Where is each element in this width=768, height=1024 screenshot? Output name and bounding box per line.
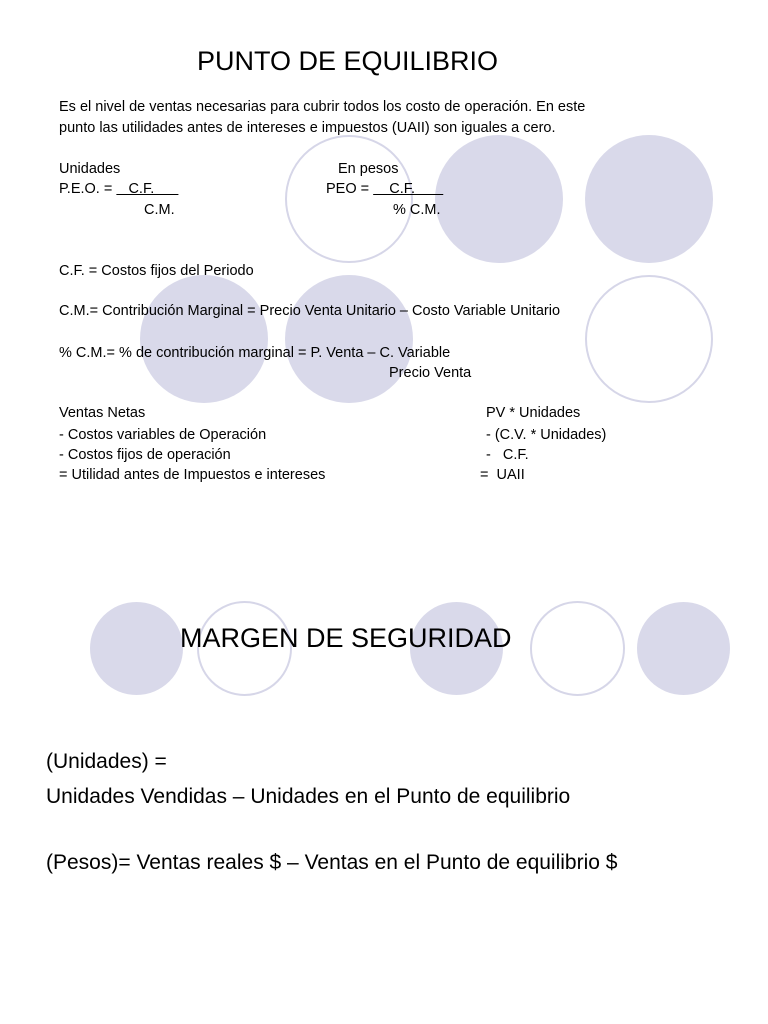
units-margin-line-1: (Unidades) =: [46, 750, 167, 773]
income-left-line: - Costos variables de Operación: [59, 427, 267, 443]
decorative-ring-circle: [285, 135, 413, 263]
income-left-line: Ventas Netas: [59, 405, 146, 421]
pesos-formula-lhs: PEO =: [326, 181, 374, 197]
units-formula-denominator: C.M.: [144, 202, 175, 218]
pesos-formula: [326, 180, 443, 198]
definition-cf: C.F. = Costos fijos del Periodo: [59, 263, 254, 279]
page-title: PUNTO DE EQUILIBRIO: [197, 46, 499, 76]
units-formula: [59, 180, 178, 198]
decorative-ring-circle: [530, 601, 625, 696]
pesos-formula-denominator: % C.M.: [393, 202, 441, 218]
income-right-line: PV * Unidades: [486, 405, 581, 421]
pesos-heading: En pesos: [338, 161, 399, 177]
definition-pct-cm-denominator: Precio Venta: [389, 365, 472, 381]
units-formula-lhs: P.E.O. =: [59, 181, 117, 197]
definition-pct-cm: % C.M.= % de contribución marginal = P. Venta – C. Variable: [59, 345, 451, 361]
intro-line-2: punto las utilidades antes de intereses e impuestos (UAII) son iguales a cero.: [59, 120, 556, 136]
income-left-line: - Costos fijos de operación: [59, 447, 231, 463]
decorative-filled-circle: [585, 135, 713, 263]
decorative-filled-circle: [90, 602, 183, 695]
decorative-ring-circle: [585, 275, 713, 403]
decorative-filled-circle: [435, 135, 563, 263]
pesos-formula-numerator: C.F.: [373, 181, 444, 197]
income-right-line: = UAII: [480, 467, 525, 483]
decorative-filled-circle: [637, 602, 730, 695]
pesos-margin-line: (Pesos)= Ventas reales $ – Ventas en el Punto de equilibrio $: [46, 851, 618, 874]
definition-cm: C.M.= Contribución Marginal = Precio Venta Unitario – Costo Variable Unitario: [59, 303, 561, 319]
decorative-filled-circle: [285, 275, 413, 403]
units-formula-numerator: C.F.: [116, 181, 179, 197]
units-margin-line-2: Unidades Vendidas – Unidades en el Punto de equilibrio: [46, 785, 571, 808]
intro-line-1: Es el nivel de ventas necesarias para cubrir todos los costo de operación. En este: [59, 99, 586, 115]
units-heading: Unidades: [59, 161, 121, 177]
income-right-line: - C.F.: [486, 447, 529, 463]
section-title: MARGEN DE SEGURIDAD: [180, 623, 512, 653]
income-right-line: - (C.V. * Unidades): [486, 427, 607, 443]
decorative-filled-circle: [140, 275, 268, 403]
income-left-line: = Utilidad antes de Impuestos e intereses: [59, 467, 326, 483]
